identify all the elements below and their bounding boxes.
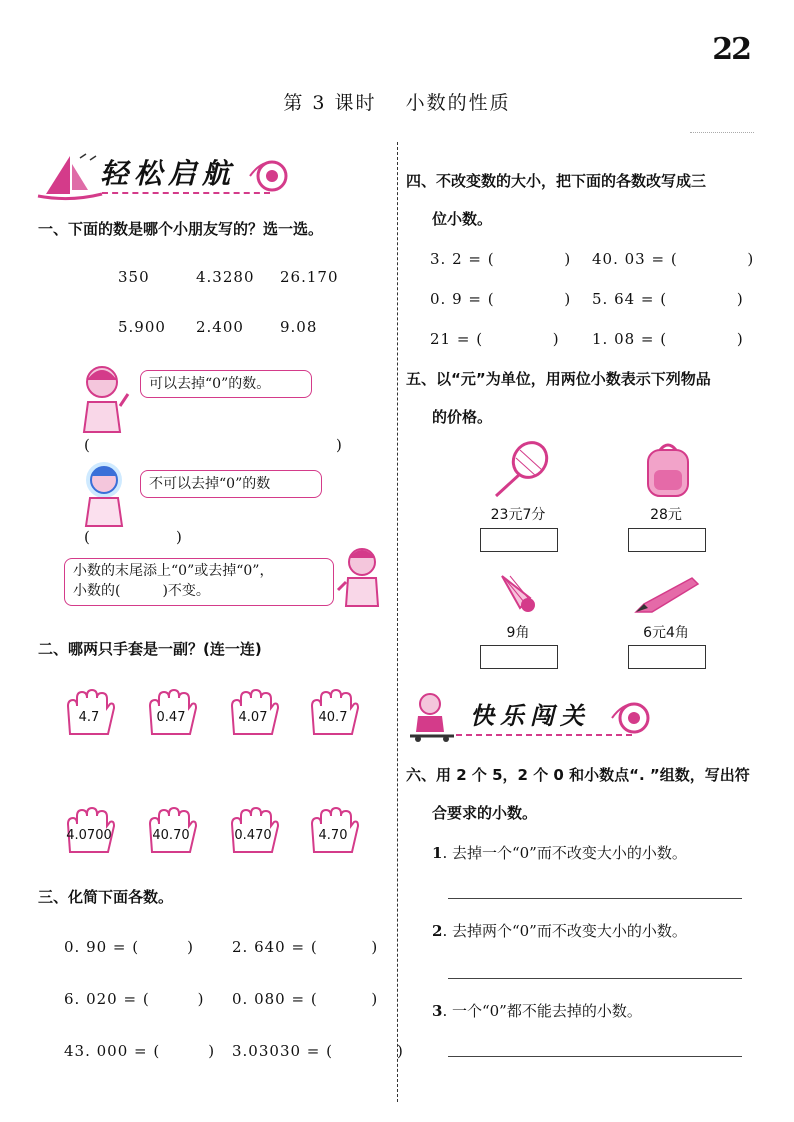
q1-number: 350 [118,268,150,286]
banner-left [36,150,296,202]
boy-character-icon [336,544,386,608]
q2-title: 二、哪两只手套是一副？(连一连) [38,640,262,658]
glove-label: 4.7 [78,710,100,725]
glove-label: 0.470 [234,828,272,843]
q3-item: 43. 000 = ( ) [64,1042,216,1060]
q4-item: 3. 2 = ( ) [430,250,572,268]
q5-title-line1: 五、以“元”为单位，用两位小数表示下列物品 [406,370,711,388]
q1-number: 9.08 [280,318,318,336]
banner-right [406,690,666,742]
column-divider [397,142,398,1102]
glove-bottom[interactable] [306,806,360,858]
glove-label: 4.07 [238,710,268,725]
q4-item: 0. 9 = ( ) [430,290,572,308]
kid-skateboard-icon [406,690,458,742]
header-dots [690,132,754,133]
q5-title-line2: 的价格。 [432,408,493,426]
glove-top[interactable] [306,688,360,740]
page-number: 22 [712,32,750,67]
answer-line[interactable] [448,1056,742,1057]
girl-blue-hair-icon [78,460,134,528]
answer-paren-open: ( [84,528,90,546]
q4-item: 21 = ( ) [430,330,560,348]
glove-label: 0.47 [156,710,186,725]
glove-top[interactable] [144,688,198,740]
girl-character-icon [76,362,132,434]
speech-bubble-property: 小数的末尾添上“0”或去掉“0”， 小数的( )不变。 [64,558,334,606]
price-label: 6元4角 [643,625,689,641]
sailboat-icon [36,150,106,202]
q3-title: 三、化简下面各数。 [38,888,174,906]
q6-title-line2: 合要求的小数。 [432,804,538,822]
q6-subquestion: 1. 去掉一个“0”而不改变大小的小数。 [432,844,687,862]
price-label: 23元7分 [490,507,546,523]
lesson-title: 第 3 课时 小数的性质 [283,92,511,114]
pen-icon [632,572,704,616]
glove-label: 4.0700 [66,828,112,843]
q1-number: 26.170 [280,268,339,286]
q4-title-line2: 位小数。 [432,210,493,228]
answer-box[interactable] [628,645,706,669]
q6-subquestion: 2. 去掉两个“0”而不改变大小的小数。 [432,922,687,940]
q1-number: 4.3280 [196,268,255,286]
q4-item: 40. 03 = ( ) [592,250,755,268]
glove-label: 4.70 [318,828,348,843]
q6-title-line1: 六、用 2 个 5，2 个 0 和小数点“. ”组数，写出符 [406,766,750,784]
glove-bottom[interactable] [62,806,116,858]
banner-left-title: 轻松启航 [100,157,237,190]
answer-paren-open: ( [84,436,90,454]
speech-bubble-not-removable: 不可以去掉“0”的数 [140,470,322,498]
q3-item: 6. 020 = ( ) [64,990,205,1008]
q1-number: 5.900 [118,318,166,336]
q4-item: 1. 08 = ( ) [592,330,744,348]
answer-box[interactable] [628,528,706,552]
q1-number: 2.400 [196,318,244,336]
q3-item: 2. 640 = ( ) [232,938,379,956]
q3-item: 0. 080 = ( ) [232,990,379,1008]
q3-item: 0. 90 = ( ) [64,938,194,956]
glove-label: 40.7 [318,710,348,725]
answer-box[interactable] [480,645,558,669]
q6-subquestion: 3. 一个“0”都不能去掉的小数。 [432,1002,642,1020]
glove-top[interactable] [62,688,116,740]
answer-paren-close: ) [176,528,182,546]
answer-paren-close: ) [336,436,342,454]
glove-bottom[interactable] [226,806,280,858]
q3-item: 3.03030 = ( ) [232,1042,404,1060]
q4-title-line1: 四、不改变数的大小，把下面的各数改写成三 [406,172,707,190]
price-label: 28元 [650,507,682,523]
price-label: 9角 [506,625,530,641]
glove-bottom[interactable] [144,806,198,858]
answer-line[interactable] [448,898,742,899]
q4-item: 5. 64 = ( ) [592,290,744,308]
backpack-icon [640,440,696,500]
banner-right-title: 快乐闯关 [470,701,590,730]
glove-top[interactable] [226,688,280,740]
speech-bubble-removable: 可以去掉“0”的数。 [140,370,312,398]
badminton-racket-icon [490,440,554,500]
glove-label: 40.70 [152,828,190,843]
answer-box[interactable] [480,528,558,552]
answer-line[interactable] [448,978,742,979]
q1-title: 一、下面的数是哪个小朋友写的？选一选。 [38,220,324,238]
shuttlecock-icon [496,572,548,616]
